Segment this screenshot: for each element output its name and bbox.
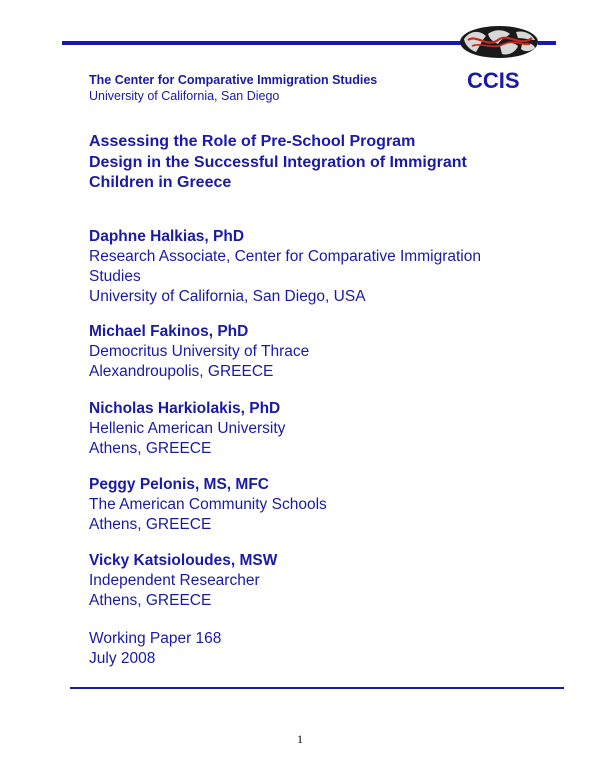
author-affiliation: Athens, GREECE <box>89 440 212 457</box>
author-name: Michael Fakinos, PhD <box>89 323 249 340</box>
author-affiliation: Studies <box>89 268 141 285</box>
university-name: University of California, San Diego <box>89 89 280 103</box>
author-name: Nicholas Harkiolakis, PhD <box>89 400 281 417</box>
author-block <box>89 322 549 382</box>
author-block <box>89 551 549 611</box>
footer-rule <box>70 687 564 689</box>
center-name: The Center for Comparative Immigration Studies <box>89 73 378 87</box>
title-line: Assessing the Role of Pre-School Program <box>89 133 416 150</box>
ccis-logo-text: CCIS <box>467 68 520 93</box>
author-block <box>89 475 549 535</box>
working-paper-number: Working Paper 168 <box>89 630 222 647</box>
author-affiliation: Hellenic American University <box>89 420 286 437</box>
title-line: Children in Greece <box>89 174 232 191</box>
author-name: Daphne Halkias, PhD <box>89 228 245 245</box>
author-affiliation: Alexandroupolis, GREECE <box>89 363 274 380</box>
author-affiliation: The American Community Schools <box>89 496 327 513</box>
globe-map-icon <box>458 24 540 60</box>
author-affiliation: Independent Researcher <box>89 572 260 589</box>
title-line: Design in the Successful Integration of Immigrant <box>89 153 467 171</box>
publication-date: July 2008 <box>89 650 156 667</box>
author-name: Peggy Pelonis, MS, MFC <box>89 476 269 493</box>
author-affiliation: Athens, GREECE <box>89 516 212 533</box>
header-rule <box>62 41 462 45</box>
author-affiliation: Athens, GREECE <box>89 592 212 609</box>
author-block <box>89 399 549 459</box>
page-number: 1 <box>297 732 303 746</box>
header-rule-right <box>538 41 556 45</box>
author-name: Vicky Katsioloudes, MSW <box>89 552 278 569</box>
author-affiliation: University of California, San Diego, USA <box>89 288 366 305</box>
author-block <box>89 227 549 307</box>
author-affiliation: Democritus University of Thrace <box>89 343 310 360</box>
paper-title <box>89 132 529 194</box>
working-paper-info <box>89 629 221 669</box>
author-affiliation: Research Associate, Center for Comparative Immigration <box>89 248 481 265</box>
